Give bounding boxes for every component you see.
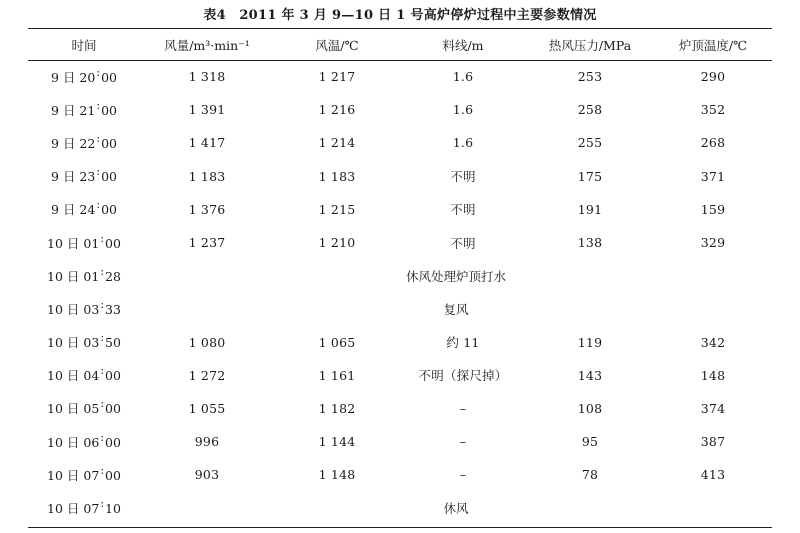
- time-cell: [28, 60, 140, 93]
- header-stockline: 料线/m: [442, 37, 484, 53]
- time-colon: :: [100, 430, 105, 444]
- air-flow-cell: 1 376: [188, 201, 226, 217]
- hot-blast-pressure-cell: 108: [577, 400, 603, 416]
- time-colon: :: [100, 497, 105, 511]
- air-flow-cell: 1 237: [188, 235, 226, 251]
- time-hour: 10 日 01: [47, 235, 100, 251]
- table-row: [28, 259, 772, 292]
- time-minute: 00: [101, 169, 117, 185]
- table-row: [28, 359, 772, 392]
- time-hour: 9 日 24: [51, 202, 96, 218]
- time-colon: :: [100, 331, 105, 345]
- time-colon: :: [100, 297, 105, 311]
- event-note: 休风: [443, 501, 469, 517]
- time-colon: :: [100, 264, 105, 278]
- time-cell: [28, 93, 140, 126]
- top-temperature-cell: 148: [700, 367, 726, 383]
- blast-temperature-cell: 1 183: [318, 168, 356, 184]
- table-row: [28, 292, 772, 325]
- hot-blast-pressure-cell: 119: [577, 334, 603, 350]
- hot-blast-pressure-cell: 258: [577, 102, 603, 118]
- air-flow-cell: 1 391: [188, 102, 226, 118]
- hot-blast-pressure-cell: 255: [577, 135, 603, 151]
- table-row: [28, 226, 772, 259]
- top-temperature-cell: 268: [700, 135, 726, 151]
- time-cell: [28, 193, 140, 226]
- table-row: [28, 60, 772, 93]
- air-flow-cell: 1 183: [188, 168, 226, 184]
- table-header-row: [28, 29, 772, 60]
- stockline-cell: 不明（探尺掉）: [418, 368, 508, 384]
- stockline-cell: 1.6: [452, 69, 474, 85]
- time-cell: [28, 359, 140, 392]
- blast-temperature-cell: 1 144: [318, 434, 356, 450]
- time-cell: [28, 392, 140, 425]
- event-note: 复风: [443, 301, 469, 317]
- time-hour: 10 日 06: [47, 434, 100, 450]
- top-temperature-cell: 387: [700, 434, 726, 450]
- time-colon: :: [96, 198, 101, 212]
- air-flow-cell: 996: [194, 434, 220, 450]
- blast-temperature-cell: 1 215: [318, 201, 356, 217]
- time-minute: 10: [105, 501, 121, 517]
- header-hot-blast-pressure: 热风压力/MPa: [548, 37, 632, 53]
- stockline-cell: 1.6: [452, 135, 474, 151]
- top-temperature-cell: 290: [700, 69, 726, 85]
- blast-temperature-cell: 1 216: [318, 102, 356, 118]
- air-flow-cell: 1 055: [188, 400, 226, 416]
- time-cell: [28, 292, 140, 325]
- table-row: [28, 193, 772, 226]
- hot-blast-pressure-cell: 143: [577, 367, 603, 383]
- time-cell: [28, 160, 140, 193]
- top-temperature-cell: 342: [700, 334, 726, 350]
- air-flow-cell: 1 272: [188, 367, 226, 383]
- time-cell: [28, 126, 140, 159]
- time-minute: 00: [101, 69, 117, 85]
- time-hour: 10 日 07: [47, 467, 100, 483]
- time-hour: 10 日 04: [47, 368, 100, 384]
- blast-temperature-cell: 1 148: [318, 467, 356, 483]
- hot-blast-pressure-cell: 253: [577, 69, 603, 85]
- top-temperature-cell: 371: [700, 168, 726, 184]
- table-row: [28, 160, 772, 193]
- time-cell: [28, 491, 140, 524]
- time-minute: 00: [105, 401, 121, 417]
- blast-temperature-cell: 1 161: [318, 367, 356, 383]
- top-temperature-cell: 374: [700, 400, 726, 416]
- hot-blast-pressure-cell: 191: [577, 201, 603, 217]
- hot-blast-pressure-cell: 175: [577, 168, 603, 184]
- stockline-cell: 1.6: [452, 102, 474, 118]
- hot-blast-pressure-cell: 95: [581, 434, 599, 450]
- time-minute: 33: [105, 301, 121, 317]
- table-body: [28, 60, 772, 525]
- time-hour: 10 日 03: [47, 301, 100, 317]
- air-flow-cell: 903: [194, 467, 220, 483]
- time-minute: 00: [101, 135, 117, 151]
- time-minute: 00: [105, 434, 121, 450]
- blast-furnace-parameters-table: [28, 29, 772, 525]
- time-colon: :: [96, 131, 101, 145]
- time-colon: :: [100, 397, 105, 411]
- time-colon: :: [100, 364, 105, 378]
- stockline-cell: –: [459, 434, 467, 450]
- blast-temperature-cell: 1 214: [318, 135, 356, 151]
- time-colon: :: [100, 231, 105, 245]
- time-hour: 10 日 03: [47, 335, 100, 351]
- air-flow-cell: 1 417: [188, 135, 226, 151]
- time-minute: 00: [105, 467, 121, 483]
- time-hour: 10 日 01: [47, 268, 100, 284]
- time-minute: 28: [105, 268, 121, 284]
- air-flow-cell: 1 080: [188, 334, 226, 350]
- time-minute: 00: [101, 102, 117, 118]
- table-row: [28, 126, 772, 159]
- top-temperature-cell: 159: [700, 201, 726, 217]
- table-row: [28, 491, 772, 524]
- time-hour: 10 日 07: [47, 501, 100, 517]
- time-minute: 50: [105, 335, 121, 351]
- time-hour: 9 日 23: [51, 169, 96, 185]
- top-temperature-cell: 352: [700, 102, 726, 118]
- table-row: [28, 392, 772, 425]
- time-minute: 00: [105, 235, 121, 251]
- time-colon: :: [96, 165, 101, 179]
- hot-blast-pressure-cell: 78: [581, 467, 599, 483]
- stockline-cell: –: [459, 400, 467, 416]
- time-hour: 10 日 05: [47, 401, 100, 417]
- header-air-flow: 风量/m³·min⁻¹: [164, 37, 250, 53]
- event-note: 休风处理炉顶打水: [405, 268, 506, 284]
- time-hour: 9 日 21: [51, 102, 96, 118]
- time-cell: [28, 425, 140, 458]
- blast-temperature-cell: 1 210: [318, 235, 356, 251]
- time-cell: [28, 458, 140, 491]
- table-bottom-rule: [28, 527, 772, 528]
- time-colon: :: [96, 65, 101, 79]
- header-top-temperature: 炉顶温度/℃: [678, 37, 748, 53]
- top-temperature-cell: 413: [700, 467, 726, 483]
- stockline-cell: 不明: [450, 235, 476, 251]
- header-time: 时间: [71, 37, 97, 53]
- table-row: [28, 326, 772, 359]
- table-caption: 表4 2011 年 3 月 9—10 日 1 号高炉停炉过程中主要参数情况: [203, 8, 597, 23]
- air-flow-cell: 1 318: [188, 69, 226, 85]
- top-temperature-cell: 329: [700, 235, 726, 251]
- time-cell: [28, 326, 140, 359]
- stockline-cell: 不明: [450, 169, 476, 185]
- hot-blast-pressure-cell: 138: [577, 235, 603, 251]
- time-hour: 9 日 20: [51, 69, 96, 85]
- stockline-cell: 约 11: [446, 335, 480, 351]
- stockline-cell: 不明: [450, 202, 476, 218]
- blast-temperature-cell: 1 217: [318, 69, 356, 85]
- table-row: [28, 458, 772, 491]
- time-cell: [28, 259, 140, 292]
- header-blast-temperature: 风温/℃: [315, 37, 359, 53]
- table-row: [28, 93, 772, 126]
- time-hour: 9 日 22: [51, 135, 96, 151]
- time-cell: [28, 226, 140, 259]
- time-colon: :: [96, 98, 101, 112]
- time-colon: :: [100, 463, 105, 477]
- stockline-cell: –: [459, 467, 467, 483]
- time-minute: 00: [101, 202, 117, 218]
- blast-temperature-cell: 1 182: [318, 400, 356, 416]
- table-row: [28, 425, 772, 458]
- blast-temperature-cell: 1 065: [318, 334, 356, 350]
- time-minute: 00: [105, 368, 121, 384]
